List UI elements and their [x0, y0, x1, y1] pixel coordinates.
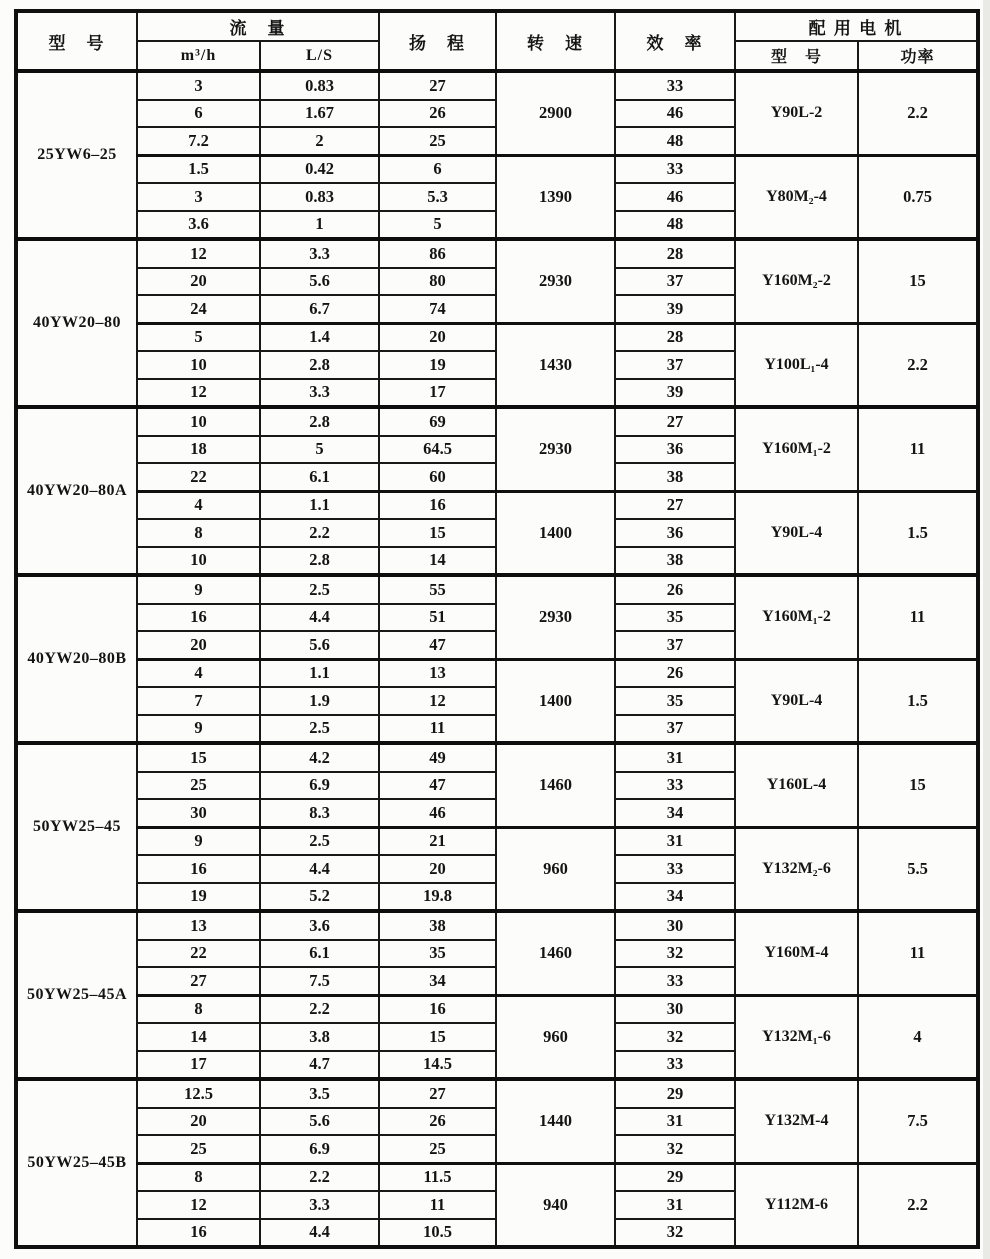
- flow-ls-cell: 2.8: [260, 351, 379, 379]
- head-cell: 74: [379, 295, 496, 323]
- efficiency-cell: 35: [615, 687, 735, 715]
- efficiency-cell: 28: [615, 239, 735, 268]
- motor-power-cell: 7.5: [858, 1079, 978, 1163]
- head-cell: 49: [379, 743, 496, 772]
- efficiency-cell: 36: [615, 436, 735, 464]
- head-cell: 21: [379, 827, 496, 855]
- head-cell: 16: [379, 995, 496, 1023]
- efficiency-cell: 32: [615, 1219, 735, 1248]
- flow-m3h-cell: 12.5: [137, 1079, 260, 1108]
- efficiency-cell: 31: [615, 743, 735, 772]
- flow-m3h-cell: 12: [137, 379, 260, 408]
- motor-model-cell: Y160M₁-2: [735, 575, 858, 659]
- head-cell: 25: [379, 127, 496, 155]
- flow-m3h-cell: 18: [137, 436, 260, 464]
- efficiency-cell: 38: [615, 547, 735, 576]
- flow-ls-cell: 7.5: [260, 967, 379, 995]
- flow-m3h-cell: 25: [137, 772, 260, 800]
- motor-model-cell: Y160M₁-2: [735, 407, 858, 491]
- flow-ls-cell: 4.4: [260, 604, 379, 632]
- efficiency-cell: 33: [615, 967, 735, 995]
- motor-power-cell: 1.5: [858, 491, 978, 575]
- flow-ls-cell: 4.4: [260, 1219, 379, 1248]
- flow-ls-cell: 6.7: [260, 295, 379, 323]
- speed-cell: 1400: [496, 491, 615, 575]
- model-cell: 50YW25–45A: [16, 911, 137, 1079]
- efficiency-cell: 48: [615, 211, 735, 240]
- motor-model-cell: Y90L-4: [735, 491, 858, 575]
- flow-ls-cell: 2: [260, 127, 379, 155]
- scanner-edge-shadow: [983, 0, 990, 1259]
- flow-m3h-cell: 10: [137, 351, 260, 379]
- table-row: [16, 1079, 978, 1108]
- speed-cell: 2900: [496, 71, 615, 155]
- flow-ls-cell: 2.8: [260, 407, 379, 436]
- efficiency-cell: 28: [615, 323, 735, 351]
- flow-ls-cell: 2.5: [260, 715, 379, 744]
- table-row: [16, 1163, 978, 1191]
- efficiency-cell: 33: [615, 1051, 735, 1080]
- flow-ls-cell: 3.5: [260, 1079, 379, 1108]
- flow-m3h-cell: 14: [137, 1023, 260, 1051]
- efficiency-cell: 29: [615, 1079, 735, 1108]
- efficiency-cell: 31: [615, 1108, 735, 1136]
- efficiency-cell: 31: [615, 827, 735, 855]
- head-cell: 46: [379, 799, 496, 827]
- head-cell: 11: [379, 1191, 496, 1219]
- speed-cell: 1440: [496, 1079, 615, 1163]
- motor-model-cell: Y160M-4: [735, 911, 858, 995]
- flow-ls-cell: 4.7: [260, 1051, 379, 1080]
- motor-power-cell: 11: [858, 407, 978, 491]
- flow-ls-cell: 5.2: [260, 883, 379, 912]
- head-cell: 11: [379, 715, 496, 744]
- table-row: [16, 995, 978, 1023]
- head-cell: 86: [379, 239, 496, 268]
- speed-cell: 960: [496, 995, 615, 1079]
- flow-m3h-cell: 4: [137, 659, 260, 687]
- flow-m3h-cell: 6: [137, 100, 260, 128]
- flow-ls-cell: 1.1: [260, 491, 379, 519]
- motor-power-cell: 15: [858, 743, 978, 827]
- motor-model-cell: Y132M₁-6: [735, 995, 858, 1079]
- motor-model-cell: Y112M-6: [735, 1163, 858, 1247]
- head-cell: 47: [379, 772, 496, 800]
- motor-model-cell: Y160M₂-2: [735, 239, 858, 323]
- flow-ls-cell: 5: [260, 436, 379, 464]
- flow-m3h-cell: 15: [137, 743, 260, 772]
- col-header-motor-group: 配 用 电 机: [735, 11, 978, 41]
- flow-m3h-cell: 8: [137, 995, 260, 1023]
- speed-cell: 2930: [496, 239, 615, 323]
- col-header-efficiency: 效 率: [615, 11, 735, 71]
- model-cell: 40YW20–80: [16, 239, 137, 407]
- motor-power-cell: 5.5: [858, 827, 978, 911]
- table-body: [16, 71, 978, 1247]
- head-cell: 17: [379, 379, 496, 408]
- flow-ls-cell: 0.83: [260, 183, 379, 211]
- header-row-1: [16, 11, 978, 41]
- efficiency-cell: 31: [615, 1191, 735, 1219]
- flow-ls-cell: 1.67: [260, 100, 379, 128]
- motor-power-cell: 15: [858, 239, 978, 323]
- flow-ls-cell: 3.6: [260, 911, 379, 940]
- flow-m3h-cell: 7.2: [137, 127, 260, 155]
- flow-ls-cell: 5.6: [260, 1108, 379, 1136]
- flow-m3h-cell: 16: [137, 604, 260, 632]
- flow-m3h-cell: 10: [137, 407, 260, 436]
- motor-power-cell: 0.75: [858, 155, 978, 239]
- flow-ls-cell: 2.5: [260, 827, 379, 855]
- efficiency-cell: 33: [615, 772, 735, 800]
- flow-m3h-cell: 24: [137, 295, 260, 323]
- speed-cell: 1460: [496, 743, 615, 827]
- head-cell: 14.5: [379, 1051, 496, 1080]
- motor-model-cell: Y90L-4: [735, 659, 858, 743]
- head-cell: 51: [379, 604, 496, 632]
- flow-m3h-cell: 12: [137, 239, 260, 268]
- head-cell: 16: [379, 491, 496, 519]
- efficiency-cell: 33: [615, 855, 735, 883]
- head-cell: 27: [379, 71, 496, 100]
- flow-ls-cell: 8.3: [260, 799, 379, 827]
- efficiency-cell: 37: [615, 351, 735, 379]
- efficiency-cell: 37: [615, 268, 735, 296]
- flow-ls-cell: 3.8: [260, 1023, 379, 1051]
- head-cell: 27: [379, 1079, 496, 1108]
- head-cell: 34: [379, 967, 496, 995]
- efficiency-cell: 36: [615, 519, 735, 547]
- flow-ls-cell: 3.3: [260, 239, 379, 268]
- speed-cell: 2930: [496, 407, 615, 491]
- head-cell: 19: [379, 351, 496, 379]
- head-cell: 12: [379, 687, 496, 715]
- model-cell: 40YW20–80A: [16, 407, 137, 575]
- flow-ls-cell: 4.2: [260, 743, 379, 772]
- head-cell: 60: [379, 463, 496, 491]
- efficiency-cell: 35: [615, 604, 735, 632]
- table-header: [16, 11, 978, 71]
- flow-ls-cell: 0.42: [260, 155, 379, 183]
- table-row: [16, 155, 978, 183]
- flow-m3h-cell: 8: [137, 519, 260, 547]
- flow-m3h-cell: 22: [137, 463, 260, 491]
- table-row: [16, 71, 978, 100]
- speed-cell: 1430: [496, 323, 615, 407]
- flow-m3h-cell: 3.6: [137, 211, 260, 240]
- flow-ls-cell: 1.9: [260, 687, 379, 715]
- motor-model-cell: Y90L-2: [735, 71, 858, 155]
- flow-ls-cell: 1.1: [260, 659, 379, 687]
- efficiency-cell: 33: [615, 155, 735, 183]
- motor-power-cell: 2.2: [858, 323, 978, 407]
- flow-ls-cell: 2.2: [260, 995, 379, 1023]
- head-cell: 26: [379, 100, 496, 128]
- head-cell: 64.5: [379, 436, 496, 464]
- efficiency-cell: 33: [615, 71, 735, 100]
- head-cell: 5: [379, 211, 496, 240]
- model-cell: 50YW25–45B: [16, 1079, 137, 1247]
- flow-ls-cell: 1: [260, 211, 379, 240]
- motor-power-cell: 2.2: [858, 1163, 978, 1247]
- efficiency-cell: 39: [615, 295, 735, 323]
- motor-power-cell: 11: [858, 911, 978, 995]
- efficiency-cell: 38: [615, 463, 735, 491]
- efficiency-cell: 30: [615, 995, 735, 1023]
- flow-ls-cell: 3.3: [260, 379, 379, 408]
- flow-m3h-cell: 19: [137, 883, 260, 912]
- head-cell: 11.5: [379, 1163, 496, 1191]
- motor-power-cell: 2.2: [858, 71, 978, 155]
- flow-ls-cell: 4.4: [260, 855, 379, 883]
- flow-ls-cell: 3.3: [260, 1191, 379, 1219]
- col-header-motor-model: 型 号: [735, 41, 858, 71]
- efficiency-cell: 46: [615, 183, 735, 211]
- flow-m3h-cell: 12: [137, 1191, 260, 1219]
- col-header-head: 扬 程: [379, 11, 496, 71]
- efficiency-cell: 32: [615, 1023, 735, 1051]
- head-cell: 19.8: [379, 883, 496, 912]
- head-cell: 20: [379, 323, 496, 351]
- efficiency-cell: 39: [615, 379, 735, 408]
- efficiency-cell: 27: [615, 491, 735, 519]
- flow-m3h-cell: 8: [137, 1163, 260, 1191]
- flow-m3h-cell: 3: [137, 183, 260, 211]
- motor-model-cell: Y100L₁-4: [735, 323, 858, 407]
- efficiency-cell: 37: [615, 631, 735, 659]
- table-row: [16, 323, 978, 351]
- head-cell: 80: [379, 268, 496, 296]
- pump-spec-table: [14, 9, 980, 1249]
- col-header-motor-power: 功率: [858, 41, 978, 71]
- head-cell: 6: [379, 155, 496, 183]
- efficiency-cell: 34: [615, 799, 735, 827]
- flow-m3h-cell: 9: [137, 575, 260, 604]
- col-header-speed: 转 速: [496, 11, 615, 71]
- head-cell: 47: [379, 631, 496, 659]
- head-cell: 15: [379, 1023, 496, 1051]
- model-cell: 40YW20–80B: [16, 575, 137, 743]
- table-row: [16, 659, 978, 687]
- efficiency-cell: 34: [615, 883, 735, 912]
- flow-m3h-cell: 16: [137, 855, 260, 883]
- flow-m3h-cell: 25: [137, 1135, 260, 1163]
- motor-power-cell: 4: [858, 995, 978, 1079]
- efficiency-cell: 32: [615, 940, 735, 968]
- speed-cell: 2930: [496, 575, 615, 659]
- flow-m3h-cell: 30: [137, 799, 260, 827]
- table-row: [16, 911, 978, 940]
- flow-m3h-cell: 4: [137, 491, 260, 519]
- flow-m3h-cell: 17: [137, 1051, 260, 1080]
- flow-ls-cell: 1.4: [260, 323, 379, 351]
- flow-ls-cell: 0.83: [260, 71, 379, 100]
- motor-model-cell: Y132M-4: [735, 1079, 858, 1163]
- flow-ls-cell: 2.5: [260, 575, 379, 604]
- head-cell: 38: [379, 911, 496, 940]
- efficiency-cell: 37: [615, 715, 735, 744]
- head-cell: 10.5: [379, 1219, 496, 1248]
- col-header-model: 型 号: [16, 11, 137, 71]
- flow-m3h-cell: 20: [137, 268, 260, 296]
- motor-model-cell: Y80M₂-4: [735, 155, 858, 239]
- table-row: [16, 407, 978, 436]
- efficiency-cell: 26: [615, 659, 735, 687]
- speed-cell: 960: [496, 827, 615, 911]
- head-cell: 35: [379, 940, 496, 968]
- flow-m3h-cell: 1.5: [137, 155, 260, 183]
- speed-cell: 1390: [496, 155, 615, 239]
- flow-ls-cell: 6.1: [260, 463, 379, 491]
- efficiency-cell: 46: [615, 100, 735, 128]
- table-row: [16, 491, 978, 519]
- motor-model-cell: Y160L-4: [735, 743, 858, 827]
- flow-m3h-cell: 5: [137, 323, 260, 351]
- head-cell: 13: [379, 659, 496, 687]
- efficiency-cell: 32: [615, 1135, 735, 1163]
- flow-m3h-cell: 27: [137, 967, 260, 995]
- flow-ls-cell: 2.8: [260, 547, 379, 576]
- speed-cell: 1460: [496, 911, 615, 995]
- flow-ls-cell: 6.9: [260, 1135, 379, 1163]
- flow-m3h-cell: 10: [137, 547, 260, 576]
- speed-cell: 940: [496, 1163, 615, 1247]
- head-cell: 25: [379, 1135, 496, 1163]
- flow-m3h-cell: 13: [137, 911, 260, 940]
- flow-m3h-cell: 9: [137, 715, 260, 744]
- table-row: [16, 575, 978, 604]
- head-cell: 14: [379, 547, 496, 576]
- table-row: [16, 827, 978, 855]
- head-cell: 15: [379, 519, 496, 547]
- efficiency-cell: 26: [615, 575, 735, 604]
- flow-m3h-cell: 20: [137, 1108, 260, 1136]
- flow-m3h-cell: 16: [137, 1219, 260, 1248]
- head-cell: 55: [379, 575, 496, 604]
- flow-ls-cell: 6.9: [260, 772, 379, 800]
- head-cell: 20: [379, 855, 496, 883]
- head-cell: 26: [379, 1108, 496, 1136]
- flow-m3h-cell: 3: [137, 71, 260, 100]
- flow-m3h-cell: 9: [137, 827, 260, 855]
- flow-m3h-cell: 22: [137, 940, 260, 968]
- col-header-flow-ls: L/S: [260, 41, 379, 71]
- efficiency-cell: 48: [615, 127, 735, 155]
- flow-ls-cell: 2.2: [260, 1163, 379, 1191]
- motor-power-cell: 1.5: [858, 659, 978, 743]
- flow-ls-cell: 6.1: [260, 940, 379, 968]
- efficiency-cell: 30: [615, 911, 735, 940]
- efficiency-cell: 29: [615, 1163, 735, 1191]
- motor-power-cell: 11: [858, 575, 978, 659]
- flow-m3h-cell: 20: [137, 631, 260, 659]
- head-cell: 69: [379, 407, 496, 436]
- motor-model-cell: Y132M₂-6: [735, 827, 858, 911]
- flow-ls-cell: 5.6: [260, 631, 379, 659]
- efficiency-cell: 27: [615, 407, 735, 436]
- flow-m3h-cell: 7: [137, 687, 260, 715]
- table-row: [16, 239, 978, 268]
- table-row: [16, 743, 978, 772]
- flow-ls-cell: 5.6: [260, 268, 379, 296]
- flow-ls-cell: 2.2: [260, 519, 379, 547]
- model-cell: 50YW25–45: [16, 743, 137, 911]
- col-header-flow-m3h: m³/h: [137, 41, 260, 71]
- head-cell: 5.3: [379, 183, 496, 211]
- speed-cell: 1400: [496, 659, 615, 743]
- col-header-flow: 流 量: [137, 11, 379, 41]
- model-cell: 25YW6–25: [16, 71, 137, 239]
